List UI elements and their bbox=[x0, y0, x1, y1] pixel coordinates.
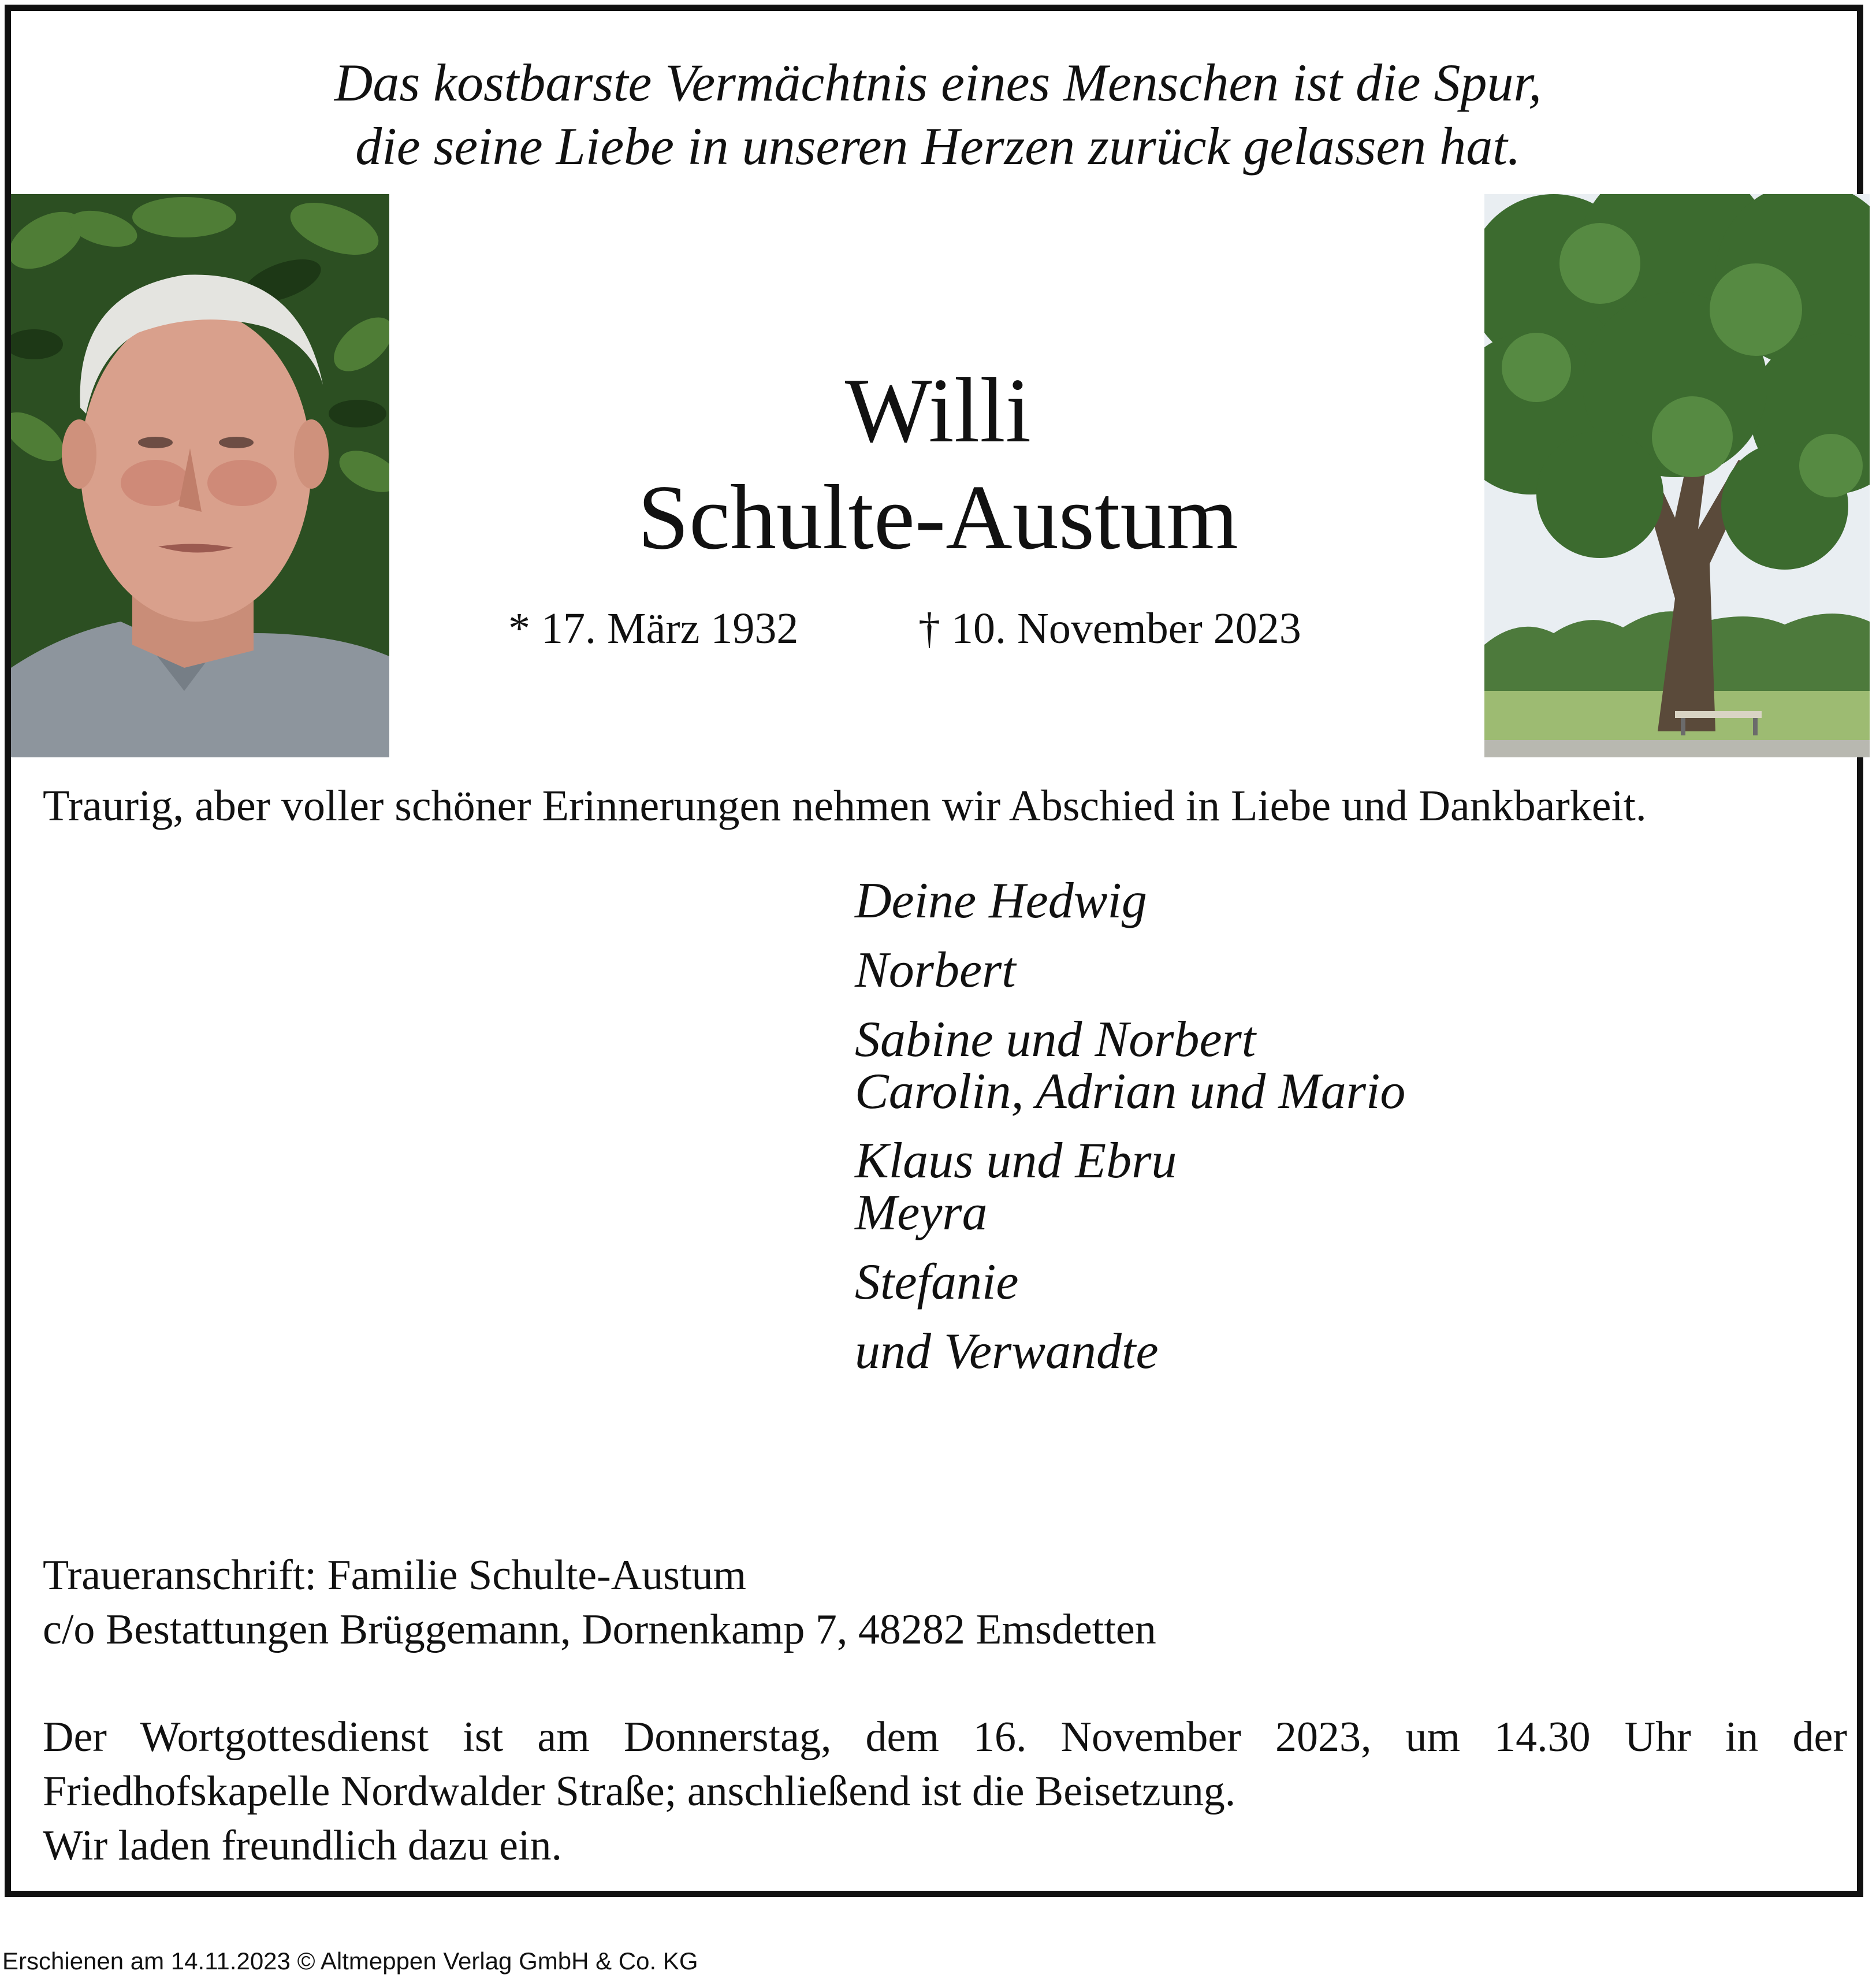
motto-quote bbox=[0, 51, 1876, 178]
mourner-name: Carolin, Adrian und Mario bbox=[855, 1064, 1406, 1120]
mourner-name: Sabine und Norbert bbox=[855, 1012, 1256, 1068]
death-date: † 10. November 2023 bbox=[918, 604, 1301, 653]
deceased-first-name: Willi bbox=[844, 359, 1032, 462]
mourner-group bbox=[855, 1014, 1405, 1118]
mourner-group bbox=[855, 1323, 1405, 1380]
mourner-name: Stefanie bbox=[855, 1254, 1019, 1310]
service-info bbox=[43, 1710, 1847, 1873]
mourner-group bbox=[855, 942, 1405, 998]
address-line: c/o Bestattungen Brüggemann, Dornenkamp 7, 48282 Emsdetten bbox=[43, 1606, 1156, 1653]
publication-footer: Erschienen am 14.11.2023 © Altmeppen Verlag GmbH & Co. KG bbox=[2, 1947, 698, 1975]
service-line: Der Wortgottesdienst ist am Donnerstag, dem 16. November 2023, um 14.30 Uhr in der bbox=[43, 1713, 1847, 1761]
service-line: Wir laden freundlich dazu ein. bbox=[43, 1822, 563, 1869]
mourner-name: und Verwandte bbox=[855, 1323, 1159, 1380]
mourner-name: Norbert bbox=[855, 942, 1016, 998]
service-line: Friedhofskapelle Nordwalder Straße; anschließend ist die Beisetzung. bbox=[43, 1768, 1236, 1815]
mourners-list bbox=[855, 875, 1405, 1395]
mourner-name: Klaus und Ebru bbox=[855, 1133, 1177, 1189]
mourner-group bbox=[855, 875, 1405, 927]
deceased-last-name: Schulte-Austum bbox=[638, 466, 1238, 568]
farewell-text: Traurig, aber voller schöner Erinnerungen nehmen wir Abschied in Liebe und Dankbarkeit. bbox=[43, 782, 1647, 830]
motto-line: die seine Liebe in unseren Herzen zurück gelassen hat. bbox=[355, 117, 1521, 176]
mourner-group bbox=[855, 1135, 1405, 1239]
mourner-name: Meyra bbox=[855, 1185, 988, 1241]
mourner-group bbox=[855, 1256, 1405, 1308]
mourning-address bbox=[43, 1548, 1156, 1657]
birth-date: * 17. März 1932 bbox=[508, 604, 799, 653]
mourner-name: Deine Hedwig bbox=[855, 873, 1147, 929]
address-line: Traueranschrift: Familie Schulte-Austum bbox=[43, 1552, 747, 1599]
motto-line: Das kostbarste Vermächtnis eines Menschen ist die Spur, bbox=[334, 53, 1542, 112]
